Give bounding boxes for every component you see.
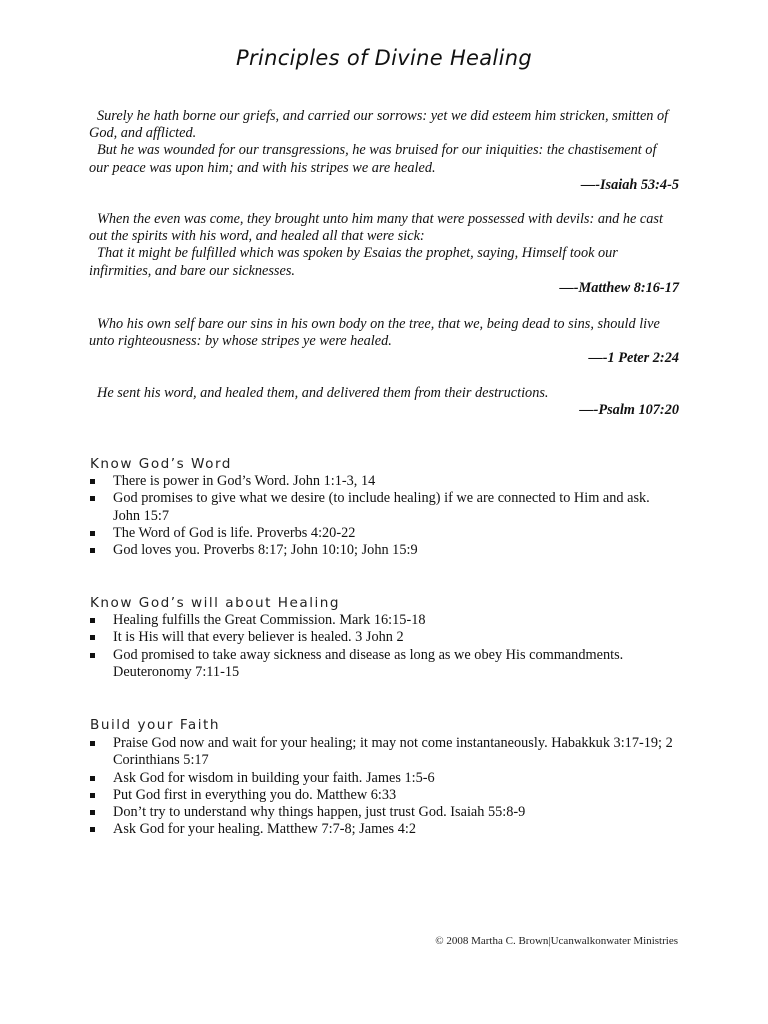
verse-text: That it might be fulfilled which was spoken by Esaias the prophet, saying, Himself took our infirmities, and bare our sicknesses. xyxy=(89,245,618,279)
list-item-text: God loves you. Proverbs 8:17; John 10:10; John 15:9 xyxy=(113,542,418,559)
verse-text: Surely he hath borne our griefs, and carried our sorrows: yet we did esteem him stricken, smitten of God, and afflicted. xyxy=(89,108,669,142)
list-item xyxy=(90,821,680,838)
verse-text: Who his own self bare our sins in his own body on the tree, that we, being dead to sins, should live unto righteousness: by whose stripes ye were healed. xyxy=(89,316,660,350)
bullet-icon xyxy=(90,479,95,484)
verse-reference: —-1 Peter 2:24 xyxy=(588,350,679,367)
verse-reference: —-Isaiah 53:4-5 xyxy=(580,176,679,193)
list-item xyxy=(90,804,680,821)
bullet-icon xyxy=(90,793,95,798)
section-heading: Know God’s Word xyxy=(90,456,232,472)
bullet-icon xyxy=(90,548,95,553)
verse-reference: —-Psalm 107:20 xyxy=(579,402,679,419)
list-item-text: The Word of God is life. Proverbs 4:20-22 xyxy=(113,524,356,541)
list-item xyxy=(90,612,680,629)
list-item-text: God promised to take away sickness and disease as long as we obey His commandments. Deuteronomy 7:11-15 xyxy=(113,646,624,680)
bullet-list xyxy=(90,473,680,559)
scripture-quote xyxy=(89,108,679,194)
bullet-icon xyxy=(90,741,95,746)
bullet-icon xyxy=(90,618,95,623)
list-item-text: Put God first in everything you do. Matthew 6:33 xyxy=(113,786,397,803)
list-item xyxy=(90,525,680,542)
bullet-icon xyxy=(90,810,95,815)
list-item-text: Healing fulfills the Great Commission. Mark 16:15-18 xyxy=(113,612,426,628)
list-item-text: Ask God for wisdom in building your faith. James 1:5-6 xyxy=(113,769,435,786)
list-item-text: Ask God for your healing. Matthew 7:7-8; James 4:2 xyxy=(113,821,416,838)
bullet-list xyxy=(90,612,680,681)
list-item xyxy=(90,735,680,770)
verse-reference: —-Matthew 8:16-17 xyxy=(559,279,679,296)
scripture-quote xyxy=(89,316,679,368)
bullet-list xyxy=(90,735,680,839)
copyright-footer: © 2008 Martha C. Brown|Ucanwalkonwater Ministries xyxy=(435,935,678,947)
list-item xyxy=(90,490,680,525)
verse-text: But he was wounded for our transgressions, he was bruised for our iniquities: the chastisement of our peace was upon him; and with his stripes we are healed. xyxy=(89,142,657,176)
list-item xyxy=(90,629,680,646)
list-item-text: Praise God now and wait for your healing; it may not come instantaneously. Habakkuk 3:17-19; 2 Corinthians 5:17 xyxy=(113,735,673,769)
bullet-icon xyxy=(90,531,95,536)
scripture-quote xyxy=(89,211,679,297)
bullet-icon xyxy=(90,827,95,832)
verse-text: He sent his word, and healed them, and delivered them from their destructions. xyxy=(97,385,549,401)
bullet-icon xyxy=(90,653,95,658)
bullet-icon xyxy=(90,496,95,501)
list-item-text: It is His will that every believer is healed. 3 John 2 xyxy=(113,629,404,646)
list-item xyxy=(90,647,680,682)
list-item xyxy=(90,770,680,787)
section-heading: Know God’s will about Healing xyxy=(90,595,341,611)
list-item-text: God promises to give what we desire (to include healing) if we are connected to Him and ask. John 15:7 xyxy=(113,490,650,524)
section-heading: Build your Faith xyxy=(90,717,220,733)
list-item xyxy=(90,787,680,804)
list-item xyxy=(90,473,680,490)
page-title: Principles of Divine Healing xyxy=(236,46,532,70)
verse-text: When the even was come, they brought unto him many that were possessed with devils: and he cast out the spirits with his word, and healed all that were sick: xyxy=(89,211,663,245)
scripture-quote xyxy=(89,385,679,419)
list-item-text: There is power in God’s Word. John 1:1-3, 14 xyxy=(113,473,376,489)
bullet-icon xyxy=(90,776,95,781)
bullet-icon xyxy=(90,635,95,640)
list-item xyxy=(90,542,680,559)
list-item-text: Don’t try to understand why things happen, just trust God. Isaiah 55:8-9 xyxy=(113,804,526,821)
